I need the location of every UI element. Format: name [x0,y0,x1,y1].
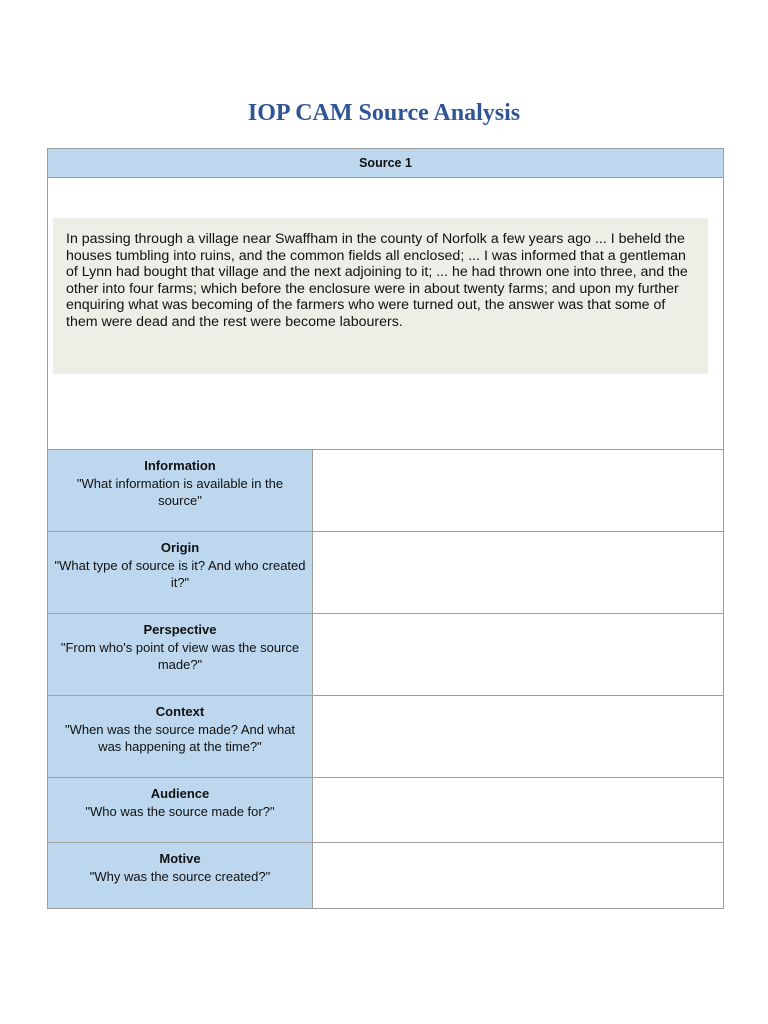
answer-cell-origin[interactable] [313,532,723,613]
row-label-motive [48,843,313,908]
row-question: "Who was the source made for?" [85,803,275,819]
answer-cell-motive[interactable] [313,843,723,908]
answer-cell-perspective[interactable] [313,614,723,695]
source-quote: In passing through a village near Swaffham in the county of Norfolk a few years ago ... I beheld the houses tumbling into ruins, and the common fields all enclosed; ... I was informed that a gentleman of Lynn had bought that village and the next adjoining to it; ... he had thrown one into three, and the other into four farms; which before the enclosure were in about twenty farms; and upon my further enquiring what was becoming of the farmers who were turned out, the answer was that some of them were dead and the rest were become labourers. [53,218,708,374]
row-question: "What information is available in the source" [76,475,284,509]
row-title: Information [144,458,216,473]
row-motive [48,843,723,908]
row-question: "From who's point of view was the source made?" [60,639,300,673]
source-header: Source 1 [48,149,723,178]
answer-cell-audience[interactable] [313,778,723,842]
row-label-information [48,450,313,531]
row-question: "Why was the source created?" [89,868,271,884]
document-title: IOP CAM Source Analysis [247,100,521,126]
row-context [48,696,723,778]
row-origin [48,532,723,614]
answer-cell-information[interactable] [313,450,723,531]
row-title: Perspective [143,622,217,637]
row-title: Origin [160,540,200,555]
row-information [48,450,723,532]
row-question: "What type of source is it? And who created it?" [54,557,306,591]
row-label-audience [48,778,313,842]
row-label-context [48,696,313,777]
row-audience [48,778,723,843]
row-label-origin [48,532,313,613]
row-label-perspective [48,614,313,695]
row-title: Motive [159,851,201,866]
row-question: "When was the source made? And what was happening at the time?" [64,721,296,755]
source-body-cell [48,178,723,450]
row-perspective [48,614,723,696]
source-analysis-table [47,148,724,909]
row-title: Context [155,704,205,719]
row-title: Audience [150,786,210,801]
answer-cell-context[interactable] [313,696,723,777]
